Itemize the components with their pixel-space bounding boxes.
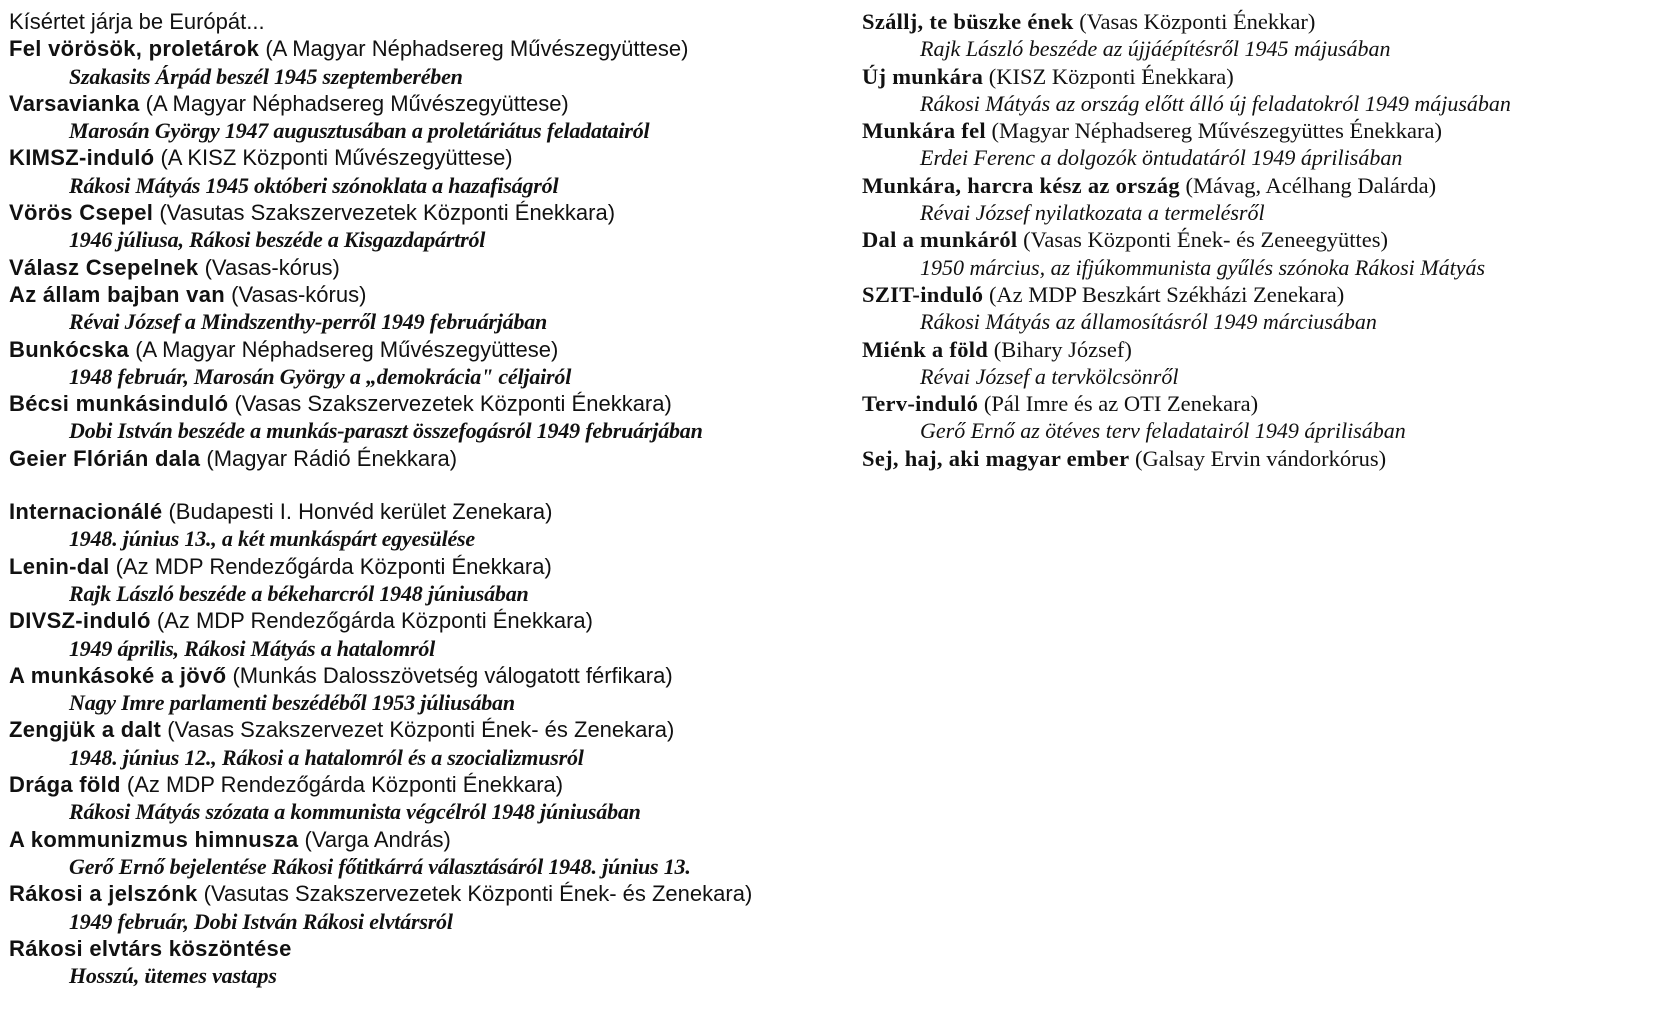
track-title-line — [862, 445, 1657, 472]
track-entry — [9, 607, 879, 662]
performer: (Varga András) — [304, 826, 451, 852]
song-title: Miénk a föld — [862, 336, 989, 362]
speech-description: 1950 március, az ifjúkommunista gyűlés szónoka Rákosi Mátyás — [920, 254, 1486, 280]
performer: (Vasutas Szakszervezetek Központi Énekkara) — [159, 200, 616, 226]
song-title: Válasz Csepelnek — [9, 254, 199, 280]
speech-description: Nagy Imre parlamenti beszédéből 1953 júliusában — [69, 690, 515, 716]
track-group — [9, 498, 879, 989]
track-entry — [862, 445, 1657, 472]
track-entry — [9, 199, 879, 254]
performer: (Vasas Központi Ének- és Zeneegyüttes) — [1023, 227, 1388, 253]
speech-description: 1948. június 12., Rákosi a hatalomról és a szocializmusról — [69, 744, 584, 770]
performer: (Az MDP Beszkárt Székházi Zenekara) — [988, 281, 1345, 307]
performer: (A Magyar Néphadsereg Művészegyüttese) — [135, 336, 559, 362]
song-title: Bunkócska — [9, 336, 130, 362]
song-title: Rákosi elvtárs köszöntése — [9, 935, 292, 961]
speech-description: Rákosi Mátyás az ország előtt álló új feladatokról 1949 májusában — [920, 90, 1511, 116]
performer: (Munkás Dalosszövetség válogatott férfikara) — [232, 662, 673, 688]
track-entry — [9, 880, 879, 935]
track-title-line — [9, 662, 879, 689]
track-entry — [862, 336, 1657, 391]
song-title: Új munkára — [862, 63, 984, 89]
speech-description: Rákosi Mátyás szózata a kommunista végcélról 1948 júniusában — [69, 799, 641, 825]
track-entry — [9, 553, 879, 608]
song-title: A kommunizmus himnusza — [9, 826, 299, 852]
song-title: Dal a munkáról — [862, 227, 1018, 253]
track-entry — [862, 8, 1657, 63]
track-entry — [862, 117, 1657, 172]
track-entry — [862, 390, 1657, 445]
speech-description: Révai József a tervkölcsönről — [920, 363, 1179, 389]
song-title: Munkára, harcra kész az ország — [862, 172, 1180, 198]
song-title: A munkásoké a jövő — [9, 662, 227, 688]
song-title: Vörös Csepel — [9, 200, 154, 226]
speech-description: Révai József a Mindszenthy-perről 1949 februárjában — [69, 309, 548, 335]
performer: (A Magyar Néphadsereg Művészegyüttese) — [145, 90, 569, 116]
speech-description: Szakasits Árpád beszél 1945 szeptemberében — [69, 63, 463, 89]
track-title-line — [9, 771, 879, 798]
track-group — [862, 8, 1657, 472]
speech-description: Révai József nyilatkozata a termelésről — [920, 200, 1265, 226]
performer: (A Magyar Néphadsereg Művészegyüttese) — [265, 36, 689, 62]
performer: (Vasas Szakszervezet Központi Ének- és Zenekara) — [167, 717, 675, 743]
track-entry — [9, 826, 879, 881]
speech-description: 1949 április, Rákosi Mátyás a hatalomról — [69, 635, 436, 661]
performer: (Vasas-kórus) — [204, 254, 340, 280]
track-entry — [9, 662, 879, 717]
speech-description: 1949 február, Dobi István Rákosi elvtársról — [69, 908, 453, 934]
track-title-line — [9, 445, 879, 472]
track-title-line — [9, 8, 879, 35]
song-title: Sej, haj, aki magyar ember — [862, 445, 1130, 471]
speech-description: Hosszú, ütemes vastaps — [69, 963, 277, 989]
performer: (KISZ Központi Énekkara) — [988, 63, 1234, 89]
track-entry — [862, 172, 1657, 227]
performer: (Vasas-kórus) — [231, 281, 367, 307]
speech-description: Gerő Ernő bejelentése Rákosi főtitkárrá választásáról 1948. június 13. — [69, 853, 691, 879]
performer: (Vasutas Szakszervezetek Központi Ének- és Zenekara) — [203, 881, 753, 907]
track-title-line — [9, 935, 879, 962]
performer: (Az MDP Rendezőgárda Központi Énekkara) — [156, 608, 593, 634]
track-entry — [9, 254, 879, 281]
song-title: Bécsi munkásinduló — [9, 391, 229, 417]
track-title-line — [9, 254, 879, 281]
performer: (Vasas Szakszervezetek Központi Énekkara) — [234, 391, 672, 417]
track-title-line — [862, 117, 1657, 144]
song-title: Fel vörösök, proletárok — [9, 36, 260, 62]
group-gap — [9, 472, 879, 498]
track-entry — [9, 336, 879, 391]
track-title-line — [9, 880, 879, 907]
speech-description: Rajk László beszéde a békeharcról 1948 júniusában — [69, 580, 529, 606]
performer: (Pál Imre és az OTI Zenekara) — [983, 391, 1259, 417]
track-title-line — [9, 390, 879, 417]
speech-description: Marosán György 1947 augusztusában a proletáriátus feladatairól — [69, 118, 650, 144]
performer: (Bihary József) — [993, 336, 1132, 362]
track-entry — [862, 63, 1657, 118]
performer: (Mávag, Acélhang Dalárda) — [1185, 172, 1437, 198]
song-title: Terv-induló — [862, 391, 979, 417]
track-entry — [9, 498, 879, 553]
song-title: Zengjük a dalt — [9, 717, 162, 743]
track-entry — [862, 226, 1657, 281]
track-entry — [862, 281, 1657, 336]
speech-description: Rajk László beszéde az újjáépítésről 1945 májusában — [920, 36, 1391, 62]
track-title-line — [9, 336, 879, 363]
song-title: Munkára fel — [862, 118, 986, 144]
track-title-line — [9, 553, 879, 580]
song-title: Lenin-dal — [9, 553, 110, 579]
track-entry — [9, 281, 879, 336]
track-entry — [9, 445, 879, 472]
track-entry — [9, 144, 879, 199]
song-title: Varsavianka — [9, 90, 140, 116]
track-title-line — [862, 63, 1657, 90]
track-title-line — [862, 336, 1657, 363]
track-title-line — [9, 826, 879, 853]
track-entry — [9, 716, 879, 771]
performer: (Budapesti I. Honvéd kerület Zenekara) — [168, 499, 553, 525]
track-title-line — [9, 716, 879, 743]
track-entry — [9, 90, 879, 145]
left-column — [9, 8, 879, 989]
song-title: KIMSZ-induló — [9, 145, 155, 171]
track-title-line — [9, 90, 879, 117]
track-title-line — [9, 607, 879, 634]
speech-description: Rákosi Mátyás az államosításról 1949 márciusában — [920, 309, 1377, 335]
right-column — [862, 8, 1657, 472]
header-text: Kísértet járja be Európát... — [9, 9, 265, 34]
song-title: Drága föld — [9, 772, 121, 798]
track-title-line — [9, 498, 879, 525]
track-title-line — [862, 390, 1657, 417]
track-title-line — [862, 281, 1657, 308]
track-title-line — [862, 172, 1657, 199]
speech-description: 1948 február, Marosán György a „demokrácia" céljairól — [69, 363, 572, 389]
track-title-line — [9, 199, 879, 226]
track-title-line — [862, 8, 1657, 35]
song-title: Geier Flórián dala — [9, 445, 201, 471]
speech-description: Erdei Ferenc a dolgozók öntudatáról 1949 áprilisában — [920, 145, 1403, 171]
song-title: SZIT-induló — [862, 281, 984, 307]
speech-description: Gerő Ernő az ötéves terv feladatairól 1949 áprilisában — [920, 418, 1406, 444]
track-entry — [9, 35, 879, 90]
song-title: Szállj, te büszke ének — [862, 9, 1074, 34]
track-title-line — [9, 35, 879, 62]
speech-description: 1946 júliusa, Rákosi beszéde a Kisgazdapártról — [69, 227, 486, 253]
track-entry — [9, 771, 879, 826]
track-entry — [9, 8, 879, 35]
performer: (A KISZ Központi Művészegyüttese) — [160, 145, 513, 171]
speech-description: Rákosi Mátyás 1945 októberi szónoklata a hazafiságról — [69, 172, 559, 198]
performer: (Magyar Néphadsereg Művészegyüttes Énekkara) — [991, 118, 1442, 144]
track-title-line — [9, 281, 879, 308]
song-title: DIVSZ-induló — [9, 608, 151, 634]
performer: (Magyar Rádió Énekkara) — [206, 445, 458, 471]
speech-description: 1948. június 13., a két munkáspárt egyesülése — [69, 526, 475, 552]
speech-description: Dobi István beszéde a munkás-paraszt összefogásról 1949 februárjában — [69, 418, 703, 444]
track-group — [9, 8, 879, 472]
performer: (Galsay Ervin vándorkórus) — [1134, 445, 1387, 471]
song-title: Az állam bajban van — [9, 281, 225, 307]
performer: (Az MDP Rendezőgárda Központi Énekkara) — [115, 553, 552, 579]
song-title: Rákosi a jelszónk — [9, 881, 198, 907]
track-title-line — [862, 226, 1657, 253]
track-entry — [9, 390, 879, 445]
song-title: Internacionálé — [9, 499, 163, 525]
performer: (Vasas Központi Énekkar) — [1079, 9, 1316, 34]
track-title-line — [9, 144, 879, 171]
performer: (Az MDP Rendezőgárda Központi Énekkara) — [126, 772, 564, 798]
track-entry — [9, 935, 879, 990]
